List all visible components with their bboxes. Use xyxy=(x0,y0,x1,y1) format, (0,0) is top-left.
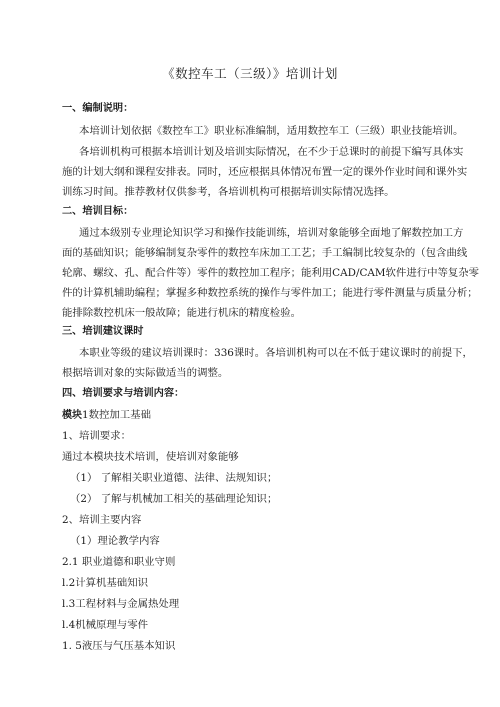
list-item: （2） 了解与机械加工相关的基础理论知识； xyxy=(70,493,278,505)
list-item: l.3工程材料与金属热处理 xyxy=(62,598,180,610)
section-heading-3: 三、培训建议课时 xyxy=(62,326,144,337)
section-heading-1: 一、编制说明： xyxy=(62,103,134,114)
paragraph-line: 各培训机构可根据本培训计划及培训实际情况，在不少于总课时的前提下编写具体实 xyxy=(79,146,464,158)
paragraph-line: 件的计算机辅助编程；掌握多种数控系统的操作与零件加工；能进行零件测量与质量分析； xyxy=(62,287,478,299)
list-item: l.4机械原理与零件 xyxy=(62,619,148,631)
module-heading xyxy=(62,408,151,423)
paragraph-line: 施的计划大纲和课程安排表。同时，还应根据具体情况布置一定的课外作业时间和课外实 xyxy=(62,166,468,178)
paragraph-line: 本培训计划依据《数控车工》职业标准编制，适用数控车工（三级）职业技能培训。 xyxy=(79,125,464,137)
paragraph-line: 根据培训对象的实际做适当的调整。 xyxy=(62,367,229,379)
page-title: 《数控车工（三级）》培训计划 xyxy=(162,66,338,81)
list-item: 通过本模块技术培训，使培训对象能够 xyxy=(62,451,239,463)
section-heading-4: 四、培训要求与培训内容： xyxy=(62,388,185,399)
paragraph-line: 训练习时间。推荐教材仅供参考，各培训机构可根据培训实际情况选择。 xyxy=(62,186,395,198)
paragraph-line: 本职业等级的建议培训课时：336课时。各培训机构可以在不低于建议课时的前提下， xyxy=(79,347,473,359)
list-item: l.2计算机基础知识 xyxy=(62,577,148,589)
list-item: 1、培训要求： xyxy=(62,430,131,442)
section-heading-2: 二、培训目标： xyxy=(62,206,134,217)
list-item: 1. 5液压与气压基本知识 xyxy=(62,640,176,652)
module-title: 1数控加工基础 xyxy=(82,409,151,421)
paragraph-line: 轮廓、螺纹、孔、配合件等）零件的数控加工程序；能利用CAD/CAM软件进行中等复杂零 xyxy=(62,267,480,279)
module-label: 模块 xyxy=(62,410,82,421)
list-item: 2.1 职业道德和职业守则 xyxy=(62,556,176,568)
list-item: 2、培训主要内容 xyxy=(62,514,142,526)
list-item: （1）理论教学内容 xyxy=(70,535,160,547)
paragraph-line: 通过本级别专业理论知识学习和操作技能训练，培训对象能够全面地了解数控加工方 xyxy=(79,227,464,239)
paragraph-line: 面的基础知识；能够编制复杂零件的数控车床加工工艺；手工编制比较复杂的（包含曲线 xyxy=(62,247,468,259)
list-item: （1） 了解相关职业道德、法律、法规知识； xyxy=(70,472,278,484)
paragraph-line: 能排除数控机床一般故障；能进行机床的精度检验。 xyxy=(62,307,301,319)
